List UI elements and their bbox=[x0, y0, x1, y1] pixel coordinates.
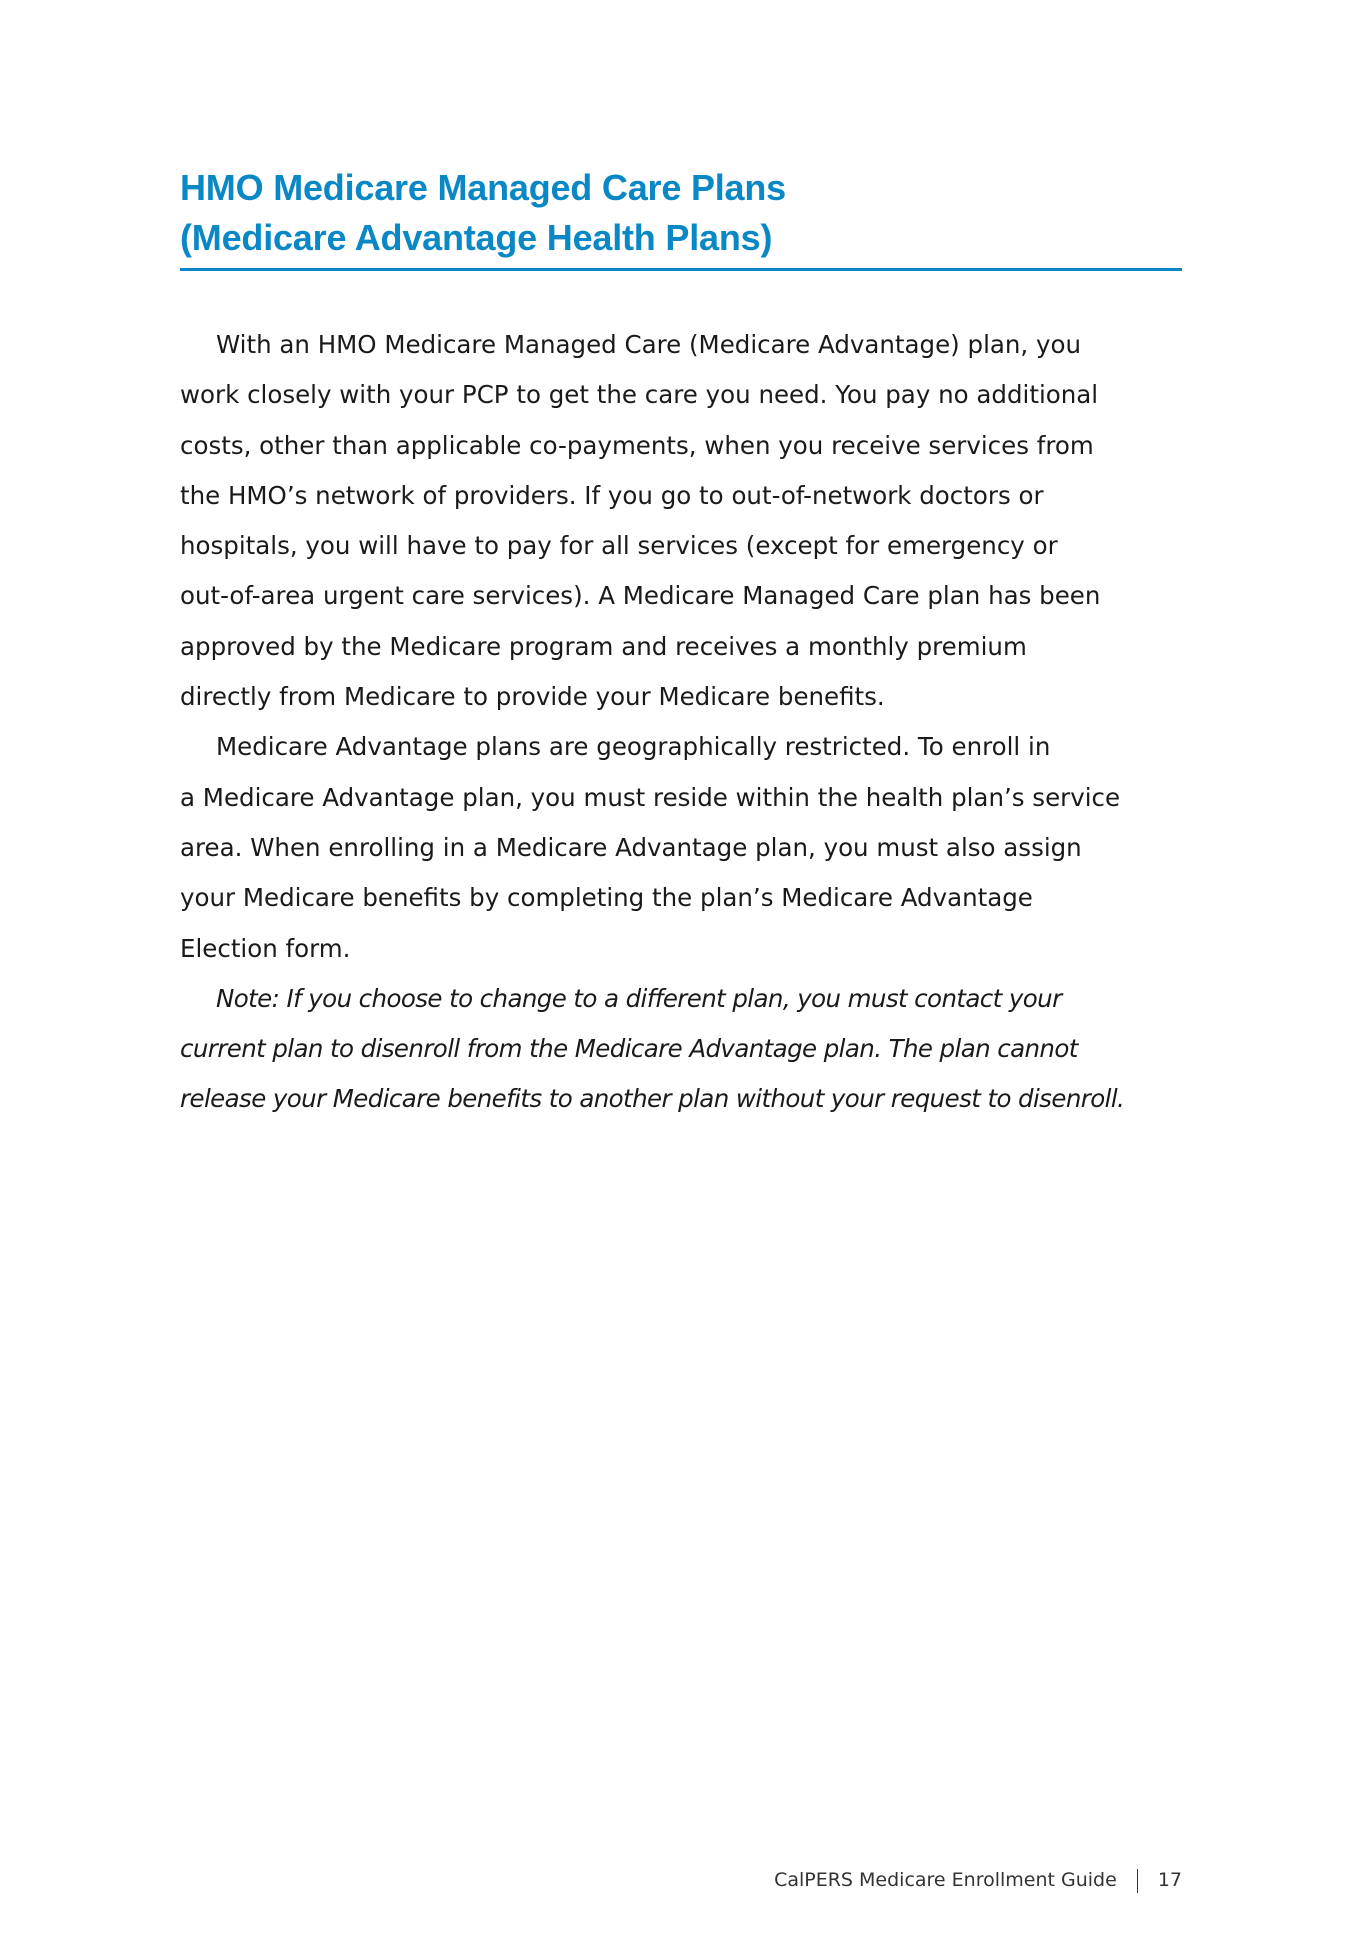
footer-guide-title: CalPERS Medicare Enrollment Guide bbox=[774, 1869, 1117, 1891]
text-line: Note: If you choose to change to a different plan, you must contact your bbox=[216, 983, 1062, 1013]
text-line: approved by the Medicare program and receives a monthly premium bbox=[180, 631, 1027, 661]
paragraph-hmo-overview bbox=[180, 320, 1182, 722]
text-line: With an HMO Medicare Managed Care (Medicare Advantage) plan, you bbox=[216, 330, 1082, 359]
text-line: current plan to disenroll from the Medicare Advantage plan. The plan cannot bbox=[180, 1034, 1078, 1064]
text-line: the HMO’s network of providers. If you go to out-of-network doctors or bbox=[180, 480, 1044, 510]
page-number: 17 bbox=[1157, 1869, 1182, 1891]
page-footer bbox=[774, 1867, 1182, 1893]
text-line: area. When enrolling in a Medicare Advantage plan, you must also assign bbox=[180, 832, 1082, 862]
heading-divider bbox=[180, 268, 1182, 271]
footer-separator bbox=[1137, 1869, 1138, 1893]
text-line: work closely with your PCP to get the care you need. You pay no additional bbox=[180, 380, 1099, 410]
paragraph-geographic-restriction bbox=[180, 722, 1182, 973]
text-line: out-of-area urgent care services). A Medicare Managed Care plan has been bbox=[180, 581, 1101, 611]
note-paragraph bbox=[180, 974, 1182, 1125]
text-line: a Medicare Advantage plan, you must reside within the health plan’s service bbox=[180, 782, 1121, 812]
text-line: release your Medicare benefits to another plan without your request to disenroll. bbox=[180, 1084, 1125, 1114]
text-line: Election form. bbox=[180, 933, 351, 963]
text-line: costs, other than applicable co-payments, when you receive services from bbox=[180, 430, 1094, 460]
text-line: Medicare Advantage plans are geographically restricted. To enroll in bbox=[216, 732, 1051, 762]
page-title bbox=[180, 163, 1182, 263]
page-title-line-2: (Medicare Advantage Health Plans) bbox=[180, 217, 773, 258]
text-line: hospitals, you will have to pay for all services (except for emergency or bbox=[180, 531, 1058, 561]
body-text bbox=[180, 320, 1182, 1125]
text-line: your Medicare benefits by completing the plan’s Medicare Advantage bbox=[180, 883, 1033, 913]
page-title-line-1: HMO Medicare Managed Care Plans bbox=[180, 167, 786, 208]
text-line: directly from Medicare to provide your Medicare benefits. bbox=[180, 682, 885, 712]
